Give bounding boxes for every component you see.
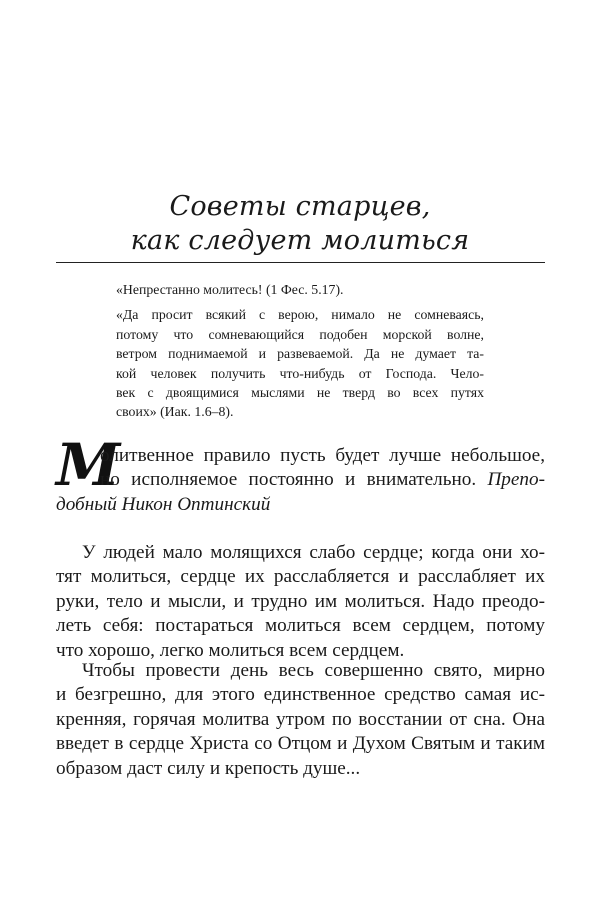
quote-author-line: добный Никон Оптинский — [56, 493, 271, 515]
epigraph-line: ветром поднимаемой и развеваемой. Да не думает та- — [116, 346, 484, 362]
paragraph-line: тят молиться, сердце их расслабляется и расслабляет их — [56, 566, 545, 588]
paragraph-line: леть себя: постараться молиться всем сердцем, потому — [56, 615, 545, 637]
paragraph-line: кренняя, горячая молитва утром по восстании от сна. Она — [56, 708, 545, 730]
drop-cap: М — [56, 431, 121, 499]
paragraph-line: что хорошо, легко молиться всем сердцем. — [56, 639, 405, 661]
chapter-title-line-1: Советы старцев, — [169, 191, 431, 222]
epigraph-line: «Да просит всякий с верою, нимало не сомневаясь, — [116, 307, 484, 323]
paragraph-line: и безгрешно, для этого единственное средство самая ис- — [56, 684, 545, 706]
epigraph-line: кой человек получить что-нибудь от Господа. Чело- — [116, 365, 484, 381]
paragraph-nikon-quote — [56, 444, 545, 517]
paragraph-weak-heart — [56, 541, 545, 663]
chapter-title-line-2: как следует молиться — [130, 225, 470, 256]
paragraph-line: образом даст силу и крепость душе... — [56, 757, 361, 779]
epigraph-quote-2 — [116, 305, 484, 421]
paragraph-line: олитвенное правило пусть будет лучше небольшое, — [100, 445, 545, 466]
paragraph-line: Чтобы провести день весь совершенно свято, мирно — [82, 660, 545, 681]
paragraph-line: введет в сердце Христа со Отцом и Духом Святым и таким — [56, 733, 545, 755]
paragraph-line: руки, тело и мысли, и трудно им молиться. Надо преодо- — [56, 590, 545, 612]
chapter-title — [56, 190, 544, 258]
paragraph-line: У людей мало молящихся слабо сердце; когда они хо- — [82, 542, 545, 563]
paragraph-morning-prayer — [56, 659, 545, 781]
epigraph-line: потому что сомневающийся подобен морской волне, — [116, 326, 484, 342]
title-divider — [56, 262, 545, 263]
epigraph — [116, 280, 484, 428]
epigraph-line: век с двоящимися мыслями не тверд во всех путях — [116, 385, 484, 401]
quote-text: но исполняемое постоянно и внимательно. — [100, 469, 488, 491]
paragraph-line — [56, 468, 545, 492]
quote-author: Препо- — [487, 469, 545, 491]
epigraph-quote-1: «Непрестанно молитесь! (1 Фес. 5.17). — [116, 282, 344, 297]
epigraph-line: своих» (Иак. 1.6–8). — [116, 404, 234, 420]
